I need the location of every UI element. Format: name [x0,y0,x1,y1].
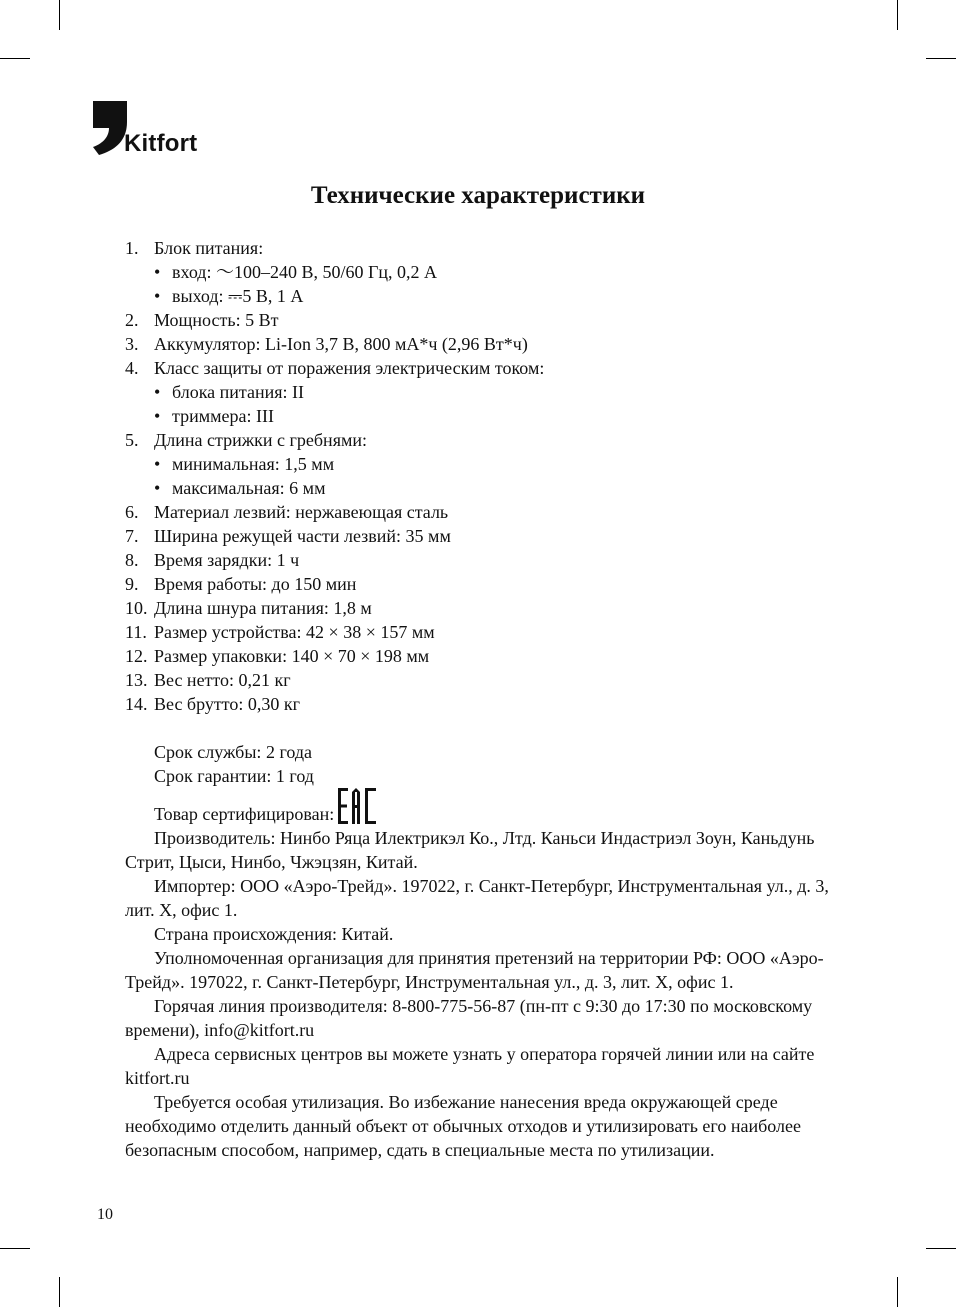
eac-mark-icon [338,788,378,824]
spec-number: 12. [125,646,148,666]
spec-number: 5. [125,430,139,450]
spec-bullet-text: минимальная: 1,5 мм [172,454,335,474]
crop-mark [59,0,60,30]
spec-text: Время зарядки: 1 ч [154,550,300,570]
hotline-info: Горячая линия производителя: 8-800-775-56-87 (пн-пт с 9:30 до 17:30 по московскому времени), info@kitfort.ru [125,996,813,1040]
spec-bullet-text: вход: ～100–240 В, 50/60 Гц, 0,2 А [172,262,437,282]
crop-mark [926,1248,956,1249]
spec-item [125,548,845,572]
page-number: 10 [97,1206,113,1223]
crop-mark [926,58,956,59]
authorized-org-info: Уполномоченная организация для принятия претензий на территории РФ: ООО «Аэро-Трейд». 197022, г. Санкт-Петербург, Инструментальная ул., д. 3, лит. Х, офис 1. [125,948,824,992]
service-life: Срок службы: 2 года [154,742,313,762]
spec-text: Время работы: до 150 мин [154,574,357,594]
spec-number: 13. [125,670,148,690]
spec-item [125,596,845,620]
spec-text: Длина стрижки с гребнями: [154,430,367,450]
spec-bullet: • вход: ～100–240 В, 50/60 Гц, 0,2 А [154,262,437,282]
spec-number: 2. [125,310,139,330]
crop-mark [0,1248,30,1249]
spec-text: Материал лезвий: нержавеющая сталь [154,502,449,522]
spec-text: Класс защиты от поражения электрическим током: [154,358,545,378]
spec-number: 4. [125,358,139,378]
spec-text: Аккумулятор: Li-Ion 3,7 В, 800 мА*ч (2,96 Вт*ч) [154,334,528,354]
spec-item [125,308,845,332]
spec-bullet-text: выход: ⎓5 В, 1 А [172,286,304,306]
spec-bullet: • блока питания: II [154,382,305,402]
spec-number: 8. [125,550,139,570]
origin-info: Страна происхождения: Китай. [154,924,394,944]
spec-bullet: • минимальная: 1,5 мм [154,454,335,474]
crop-mark [897,0,898,30]
spec-number: 7. [125,526,139,546]
spec-bullet: • триммера: III [154,406,274,426]
spec-number: 3. [125,334,139,354]
spec-item [125,692,845,716]
service-centers-info: Адреса сервисных центров вы можете узнать у оператора горячей линии или на сайте kitfort.ru [125,1044,815,1088]
spec-item [125,500,845,524]
spec-list [125,236,845,716]
spec-item [125,332,845,356]
info-section [125,740,845,1162]
spec-number: 6. [125,502,139,522]
spec-text: Вес брутто: 0,30 кг [154,694,300,714]
spec-text: Размер устройства: 42 × 38 × 157 мм [154,622,435,642]
warranty: Срок гарантии: 1 год [154,766,314,786]
spec-item [125,668,845,692]
spec-text: Размер упаковки: 140 × 70 × 198 мм [154,646,430,666]
spec-item [125,428,845,452]
spec-bullet: • максимальная: 6 мм [154,478,326,498]
spec-bullet-text: блока питания: II [172,382,305,402]
spec-item [125,572,845,596]
spec-number: 10. [125,598,148,618]
spec-item [125,620,845,644]
manufacturer-info: Производитель: Нинбо Ряца Илектрикэл Ко., Лтд. Каньси Индастриэл Зоун, Каньдунь Стрит, Цыси, Нинбо, Чжэцзян, Китай. [125,828,815,872]
spec-number: 14. [125,694,148,714]
spec-item [125,644,845,668]
crop-mark [59,1277,60,1307]
crop-mark [0,58,30,59]
certified-line [125,788,845,826]
spec-bullet-text: максимальная: 6 мм [172,478,326,498]
spec-text: Вес нетто: 0,21 кг [154,670,291,690]
spec-item [125,524,845,548]
disposal-info: Требуется особая утилизация. Во избежание нанесения вреда окружающей среде необходимо отделить данный объект от обычных отходов и утилизировать его наиболее безопасным способом, например, сдать в специальные места по утилизации. [125,1092,801,1160]
spec-bullet: • выход: ⎓5 В, 1 А [154,286,304,306]
spec-text: Мощность: 5 Вт [154,310,279,330]
spec-item [125,236,845,260]
importer-info: Импортер: ООО «Аэро-Трейд». 197022, г. Санкт-Петербург, Инструментальная ул., д. 3, лит. Х, офис 1. [125,876,829,920]
crop-mark [897,1277,898,1307]
spec-text: Длина шнура питания: 1,8 м [154,598,372,618]
spec-bullet-text: триммера: III [172,406,274,426]
spec-number: 11. [125,622,147,642]
spec-item [125,356,845,380]
spec-number: 9. [125,574,139,594]
page-title: Технические характеристики [310,182,646,209]
spec-text: Ширина режущей части лезвий: 35 мм [154,526,451,546]
brand-name: Kitfort [124,130,198,157]
spec-number: 1. [125,238,139,258]
certified-text: Товар сертифицирован: [154,804,335,824]
spec-text: Блок питания: [154,238,264,258]
